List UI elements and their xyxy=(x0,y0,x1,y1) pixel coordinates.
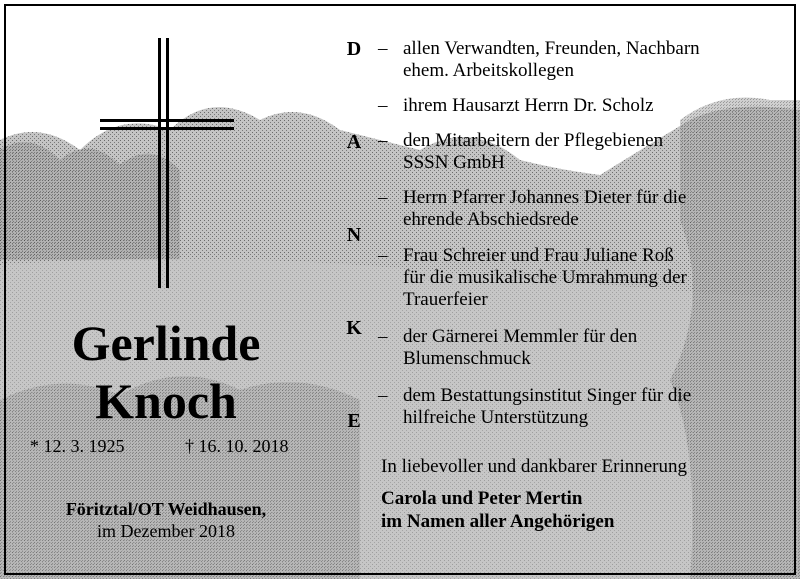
thanks-dash: – xyxy=(378,95,388,116)
thanks-item-pastor xyxy=(403,187,686,231)
thanks-line: den Mitarbeitern der Pflegebienen xyxy=(403,130,664,151)
thanks-item-care xyxy=(403,130,663,174)
place-date xyxy=(20,498,312,542)
thanks-line: dem Bestattungsinstitut Singer für die xyxy=(403,385,692,406)
thanks-item-music xyxy=(403,245,687,311)
thanks-dash: – xyxy=(378,38,388,59)
thanks-line: der Gärnerei Memmler für den xyxy=(403,326,638,347)
thanks-dash: – xyxy=(378,326,388,347)
thanks-item-doctor xyxy=(403,95,654,117)
thanks-line: allen Verwandten, Freunden, Nachbarn xyxy=(403,38,700,59)
place-month: im Dezember 2018 xyxy=(97,521,235,541)
dank-letter-a: A xyxy=(346,131,362,153)
thanks-line: ehrende Abschiedsrede xyxy=(403,209,579,230)
thanks-line: Herrn Pfarrer Johannes Dieter für die xyxy=(403,187,687,208)
thanks-line: SSSN GmbH xyxy=(403,152,505,173)
cross-icon xyxy=(98,38,238,290)
last-name: Knoch xyxy=(95,373,237,429)
birth-date: * 12. 3. 1925 xyxy=(30,436,125,456)
closing-line: In liebevoller und dankbarer Erinnerung xyxy=(381,456,687,477)
signature-names: Carola und Peter Mertin xyxy=(381,488,583,509)
thanks-line: ehem. Arbeitskollegen xyxy=(403,60,574,81)
thanks-line: Trauerfeier xyxy=(403,289,488,310)
dank-letter-d: D xyxy=(346,38,362,60)
thanks-line: Frau Schreier und Frau Juliane Roß xyxy=(403,245,674,266)
thanks-line: ihrem Hausarzt Herrn Dr. Scholz xyxy=(403,95,654,116)
dank-letter-n: N xyxy=(346,224,362,246)
signature-family: im Namen aller Angehörigen xyxy=(381,511,615,532)
thanks-line: für die musikalische Umrahmung der xyxy=(403,267,687,288)
dank-letter-k: K xyxy=(346,317,362,339)
thanks-line: Blumenschmuck xyxy=(403,348,531,369)
thanks-line: hilfreiche Unterstützung xyxy=(403,407,589,428)
thanks-item-funeral-home xyxy=(403,385,691,429)
thanks-dash: – xyxy=(378,245,388,266)
thanks-dash: – xyxy=(378,187,388,208)
dank-letter-e: E xyxy=(347,410,361,432)
death-date: † 16. 10. 2018 xyxy=(185,436,289,456)
thanks-item-relatives xyxy=(403,38,700,82)
thanks-dash: – xyxy=(378,130,388,151)
thanks-item-florist xyxy=(403,326,637,370)
thanks-dash: – xyxy=(378,385,388,406)
first-name: Gerlinde xyxy=(71,315,261,371)
place-town: Föritztal/OT Weidhausen, xyxy=(65,499,267,519)
